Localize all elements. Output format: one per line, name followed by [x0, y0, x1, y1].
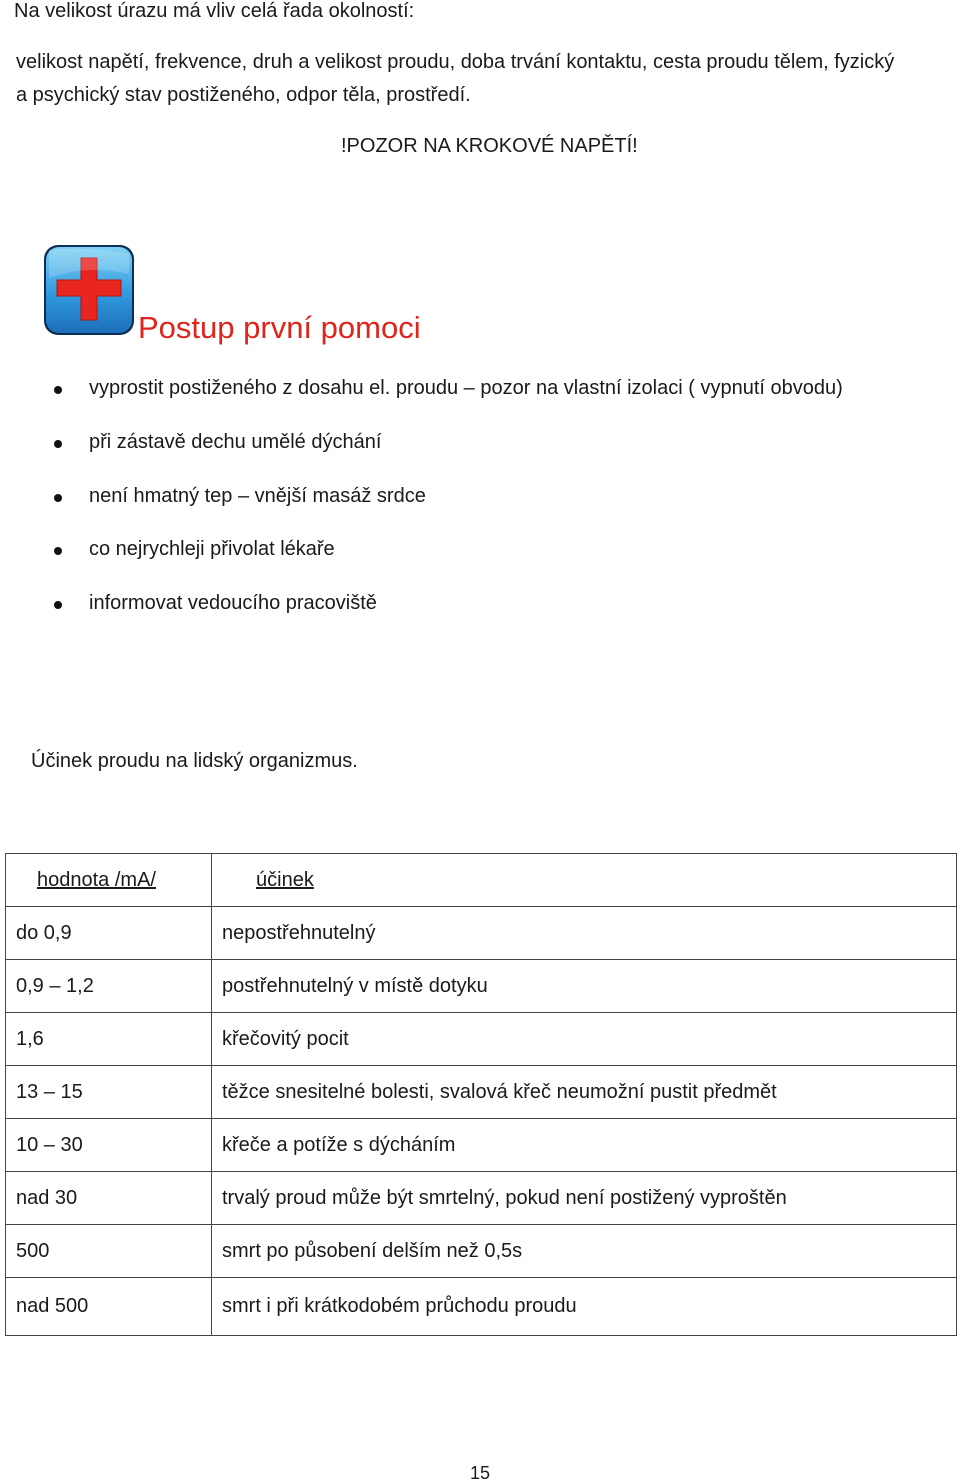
cell-effect: křečovitý pocit: [212, 1013, 957, 1066]
list-item: informovat vedoucího pracoviště: [89, 592, 377, 614]
table-row: [6, 1172, 957, 1225]
table-header-row: [6, 854, 957, 907]
cell-effect: postřehnutelný v místě dotyku: [212, 960, 957, 1013]
table-row: [6, 1013, 957, 1066]
list-item: co nejrychleji přivolat lékaře: [89, 538, 335, 560]
list-item: není hmatný tep – vnější masáž srdce: [89, 485, 426, 507]
intro-line-2: velikost napětí, frekvence, druh a velikost proudu, doba trvání kontaktu, cesta proudu tělem, fyzický: [16, 51, 895, 73]
list-item: vyprostit postiženého z dosahu el. proudu – pozor na vlastní izolaci ( vypnutí obvodu): [89, 377, 843, 399]
bullet-icon: [54, 601, 62, 609]
intro-line-1: Na velikost úrazu má vliv celá řada okolností:: [14, 0, 415, 22]
table-row: [6, 1278, 957, 1336]
bullet-icon: [54, 386, 62, 394]
table-row: [6, 960, 957, 1013]
cell-value: 13 – 15: [6, 1066, 212, 1119]
bullet-icon: [54, 440, 62, 448]
cell-value: nad 30: [6, 1172, 212, 1225]
red-cross-icon: [43, 244, 135, 336]
table-row: [6, 1119, 957, 1172]
cell-value: do 0,9: [6, 907, 212, 960]
cell-effect: nepostřehnutelný: [212, 907, 957, 960]
cell-effect: trvalý proud může být smrtelný, pokud není postižený vyproštěn: [212, 1172, 957, 1225]
cell-value: 1,6: [6, 1013, 212, 1066]
table-row: [6, 1066, 957, 1119]
warning-text: !POZOR NA KROKOVÉ NAPĚTÍ!: [341, 135, 638, 157]
cell-value: 10 – 30: [6, 1119, 212, 1172]
list-item: při zástavě dechu umělé dýchání: [89, 431, 382, 453]
cell-effect: smrt po působení delším než 0,5s: [212, 1225, 957, 1278]
first-aid-title: Postup první pomoci: [138, 310, 421, 345]
header-cell-effect: účinek: [212, 854, 957, 907]
table-row: [6, 907, 957, 960]
header-cell-value: hodnota /mA/: [6, 854, 212, 907]
cell-value: 500: [6, 1225, 212, 1278]
bullet-icon: [54, 547, 62, 555]
cell-effect: smrt i při krátkodobém průchodu proudu: [212, 1278, 957, 1336]
table-caption: Účinek proudu na lidský organizmus.: [31, 750, 358, 772]
effects-table: [5, 853, 957, 1336]
cell-value: 0,9 – 1,2: [6, 960, 212, 1013]
cell-effect: těžce snesitelné bolesti, svalová křeč neumožní pustit předmět: [212, 1066, 957, 1119]
cell-effect: křeče a potíže s dýcháním: [212, 1119, 957, 1172]
page-number: 15: [469, 1463, 491, 1483]
cell-value: nad 500: [6, 1278, 212, 1336]
table-row: [6, 1225, 957, 1278]
bullet-icon: [54, 494, 62, 502]
intro-line-3: a psychický stav postiženého, odpor těla, prostředí.: [16, 84, 471, 106]
